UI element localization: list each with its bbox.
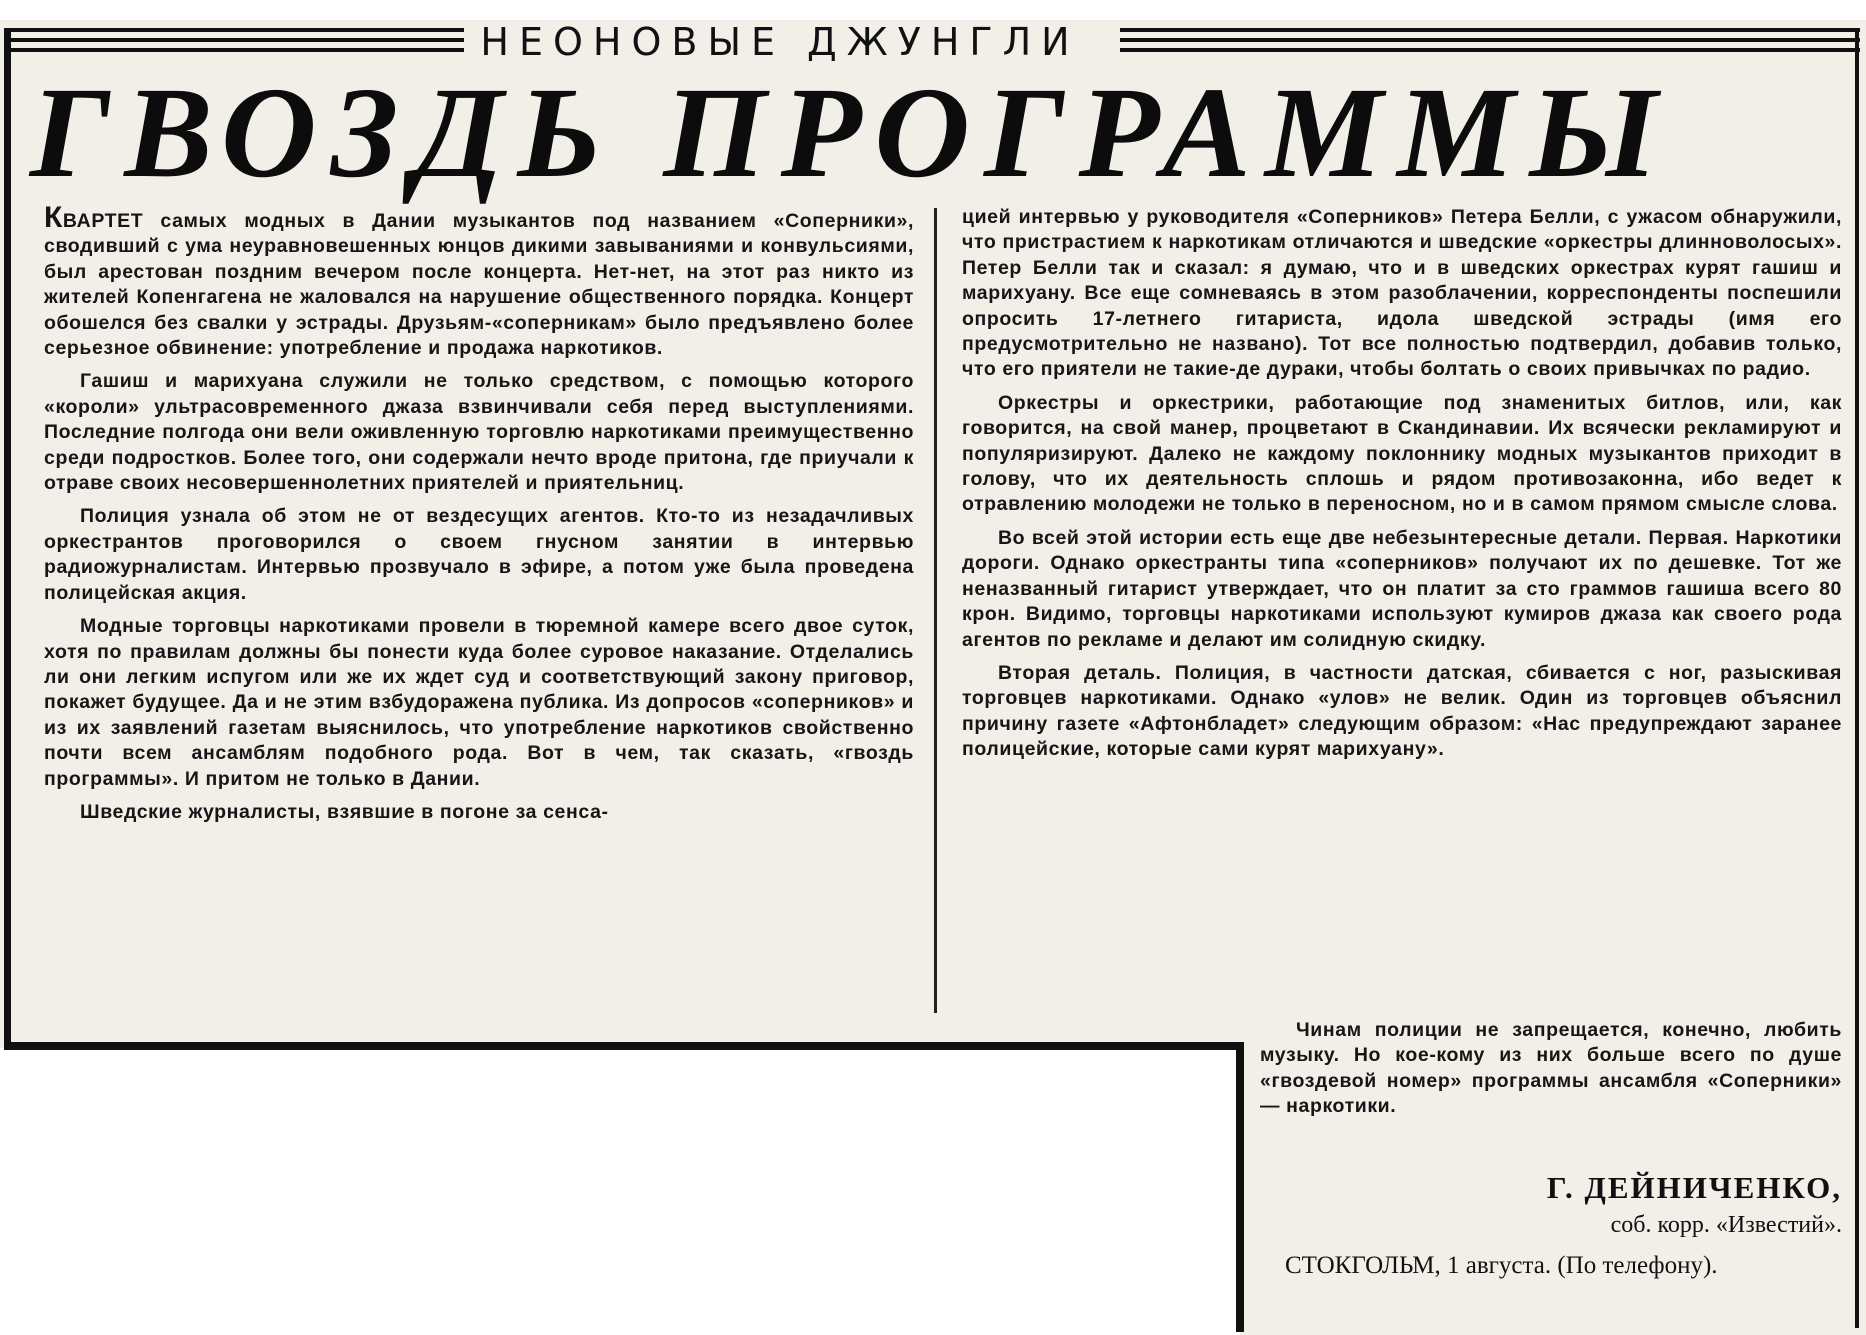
- frame-bottom-border: [4, 1042, 1240, 1050]
- paragraph: цией интервью у руководителя «Соперников» Петера Белли, с ужасом обнаружили, что пристрастием к наркотикам отличаются и шведские «оркестры длинноволосых». Петер Белли так и сказал: я думаю, что и в шведских оркестрах курят гашиш и марихуану. Все еще сомневаясь в этом разоблачении, корреспонденты поспешили опросить 17-летнего гитариста, идола шведской эстрады (имя его предусмотрительно не названо). Тот все полностью подтвердил, добавив только, что его приятели не такие-де дураки, чтобы болтать о своих привычках по радио.: [962, 206, 1842, 381]
- paragraph: Гашиш и марихуана служили не только средством, с помощью которого «короли» ультрасовременного джаза взвинчивали себя перед выступлениями. Последние полгода они вели оживленную торговлю наркотиками преимущественно среди подростков. Более того, они содержали нечто вроде притона, где приучали к отраве своих несовершеннолетних приятелей и приятельниц.: [44, 370, 914, 495]
- frame-right-border: [1855, 28, 1859, 1328]
- paragraph: Модные торговцы наркотиками провели в тюремной камере всего двое суток, хотя по правилам должны бы понести куда более суровое наказание. Отделались ли они легким испугом или же их ждет суд и соответствующий закону приговор, покажет будущее. Да и не этим взбудоражена публика. Из допросов «соперников» и из их заявлений газетам выяснилось, что употребление наркотиков свойственно почти всем ансамблям подобного рода. Вот в чем, так сказать, «гвоздь программы». И притом не только в Дании.: [44, 615, 914, 790]
- kicker-rule-right: [1120, 28, 1860, 32]
- paragraph: Оркестры и оркестрики, работающие под знаменитых битлов, или, как говорится, на свой манер, процветают в Скандинавии. Их всячески рекламируют и популяризируют. Далеко не каждому поклоннику модных музыкантов приходит в голову, что их деятельность сплошь и рядом противозаконна, ибо ведет к отравлению молодежи не только в переносном, но и в самом прямом смысле слова.: [962, 391, 1842, 516]
- article-headline: ГВОЗДЬ ПРОГРАММЫ: [30, 61, 1673, 205]
- kicker-rule-left: [4, 28, 464, 32]
- kicker-rule-left-2: [4, 38, 464, 42]
- article-column-left: [44, 201, 914, 1035]
- article-kicker: НЕОНОВЫЕ ДЖУНГЛИ: [480, 20, 1080, 64]
- kicker-rule-right-2: [1120, 38, 1860, 42]
- author-position: соб. корр. «Известий».: [1610, 1212, 1842, 1238]
- paragraph: [44, 201, 914, 361]
- paragraph: Шведские журналисты, взявшие в погоне за сенса-: [80, 800, 609, 823]
- kicker-rule-left-3: [4, 48, 464, 52]
- column-divider: [934, 208, 937, 1013]
- paragraph: Полиция узнала об этом не от вездесущих агентов. Кто-то из незадачливых оркестрантов проговорился о своем гнусном занятии в интервью радиожурналистам. Интервью прозвучало в эфире, а потом уже была проведена полицейская акция.: [44, 505, 914, 604]
- frame-step-border: [1236, 1042, 1244, 1332]
- kicker-rule-right-3: [1120, 48, 1860, 52]
- paragraph: Во всей этой истории есть еще две небезынтересные детали. Первая. Наркотики дороги. Однако оркестранты типа «соперников» получают их по дешевке. Тот же неназванный гитарист утверждает, что он платит за сто граммов гашиша всего 80 крон. Видимо, торговцы наркотиками используют кумиров джаза как своего рода агентов по рекламе и делают им солидную скидку.: [962, 526, 1842, 651]
- article-column-right: [962, 205, 1842, 1015]
- paragraph-text: ВАРТЕТ самых модных в Дании музыкантов под названием «Соперники», сводивший с ума неуравновешенных юнцов дикими завываниями и конвульсиями, был арестован поздним вечером после концерта. Нет-нет, на этот раз никто из жителей Копенгагена не жаловался на нарушение общественного порядка. Концерт обошелся без свалки у эстрады. Друзьям-«соперникам» было предъявлено более серьезное обвинение: употребление и продажа наркотиков.: [44, 210, 914, 360]
- drop-cap: К: [44, 201, 63, 234]
- frame-left-border: [4, 30, 11, 1048]
- paragraph: Чинам полиции не запрещается, конечно, любить музыку. Но кое-кому из них больше всего по душе «гвоздевой номер» программы ансамбля «Соперники» — наркотики.: [1260, 1019, 1842, 1118]
- paragraph: Вторая деталь. Полиция, в частности датская, сбивается с ног, разыскивая торговцев наркотиками. Однако «улов» не велик. Один из торговцев объяснил причину газете «Афтонбладет» следующим образом: «Нас предупреждают заранее полицейские, которые сами курят марихуану».: [962, 661, 1842, 761]
- author-name: Г. ДЕЙНИЧЕНКО,: [1546, 1170, 1842, 1205]
- dateline: СТОКГОЛЬМ, 1 августа. (По телефону).: [1285, 1252, 1718, 1279]
- article-column-tail: [1260, 1018, 1842, 1188]
